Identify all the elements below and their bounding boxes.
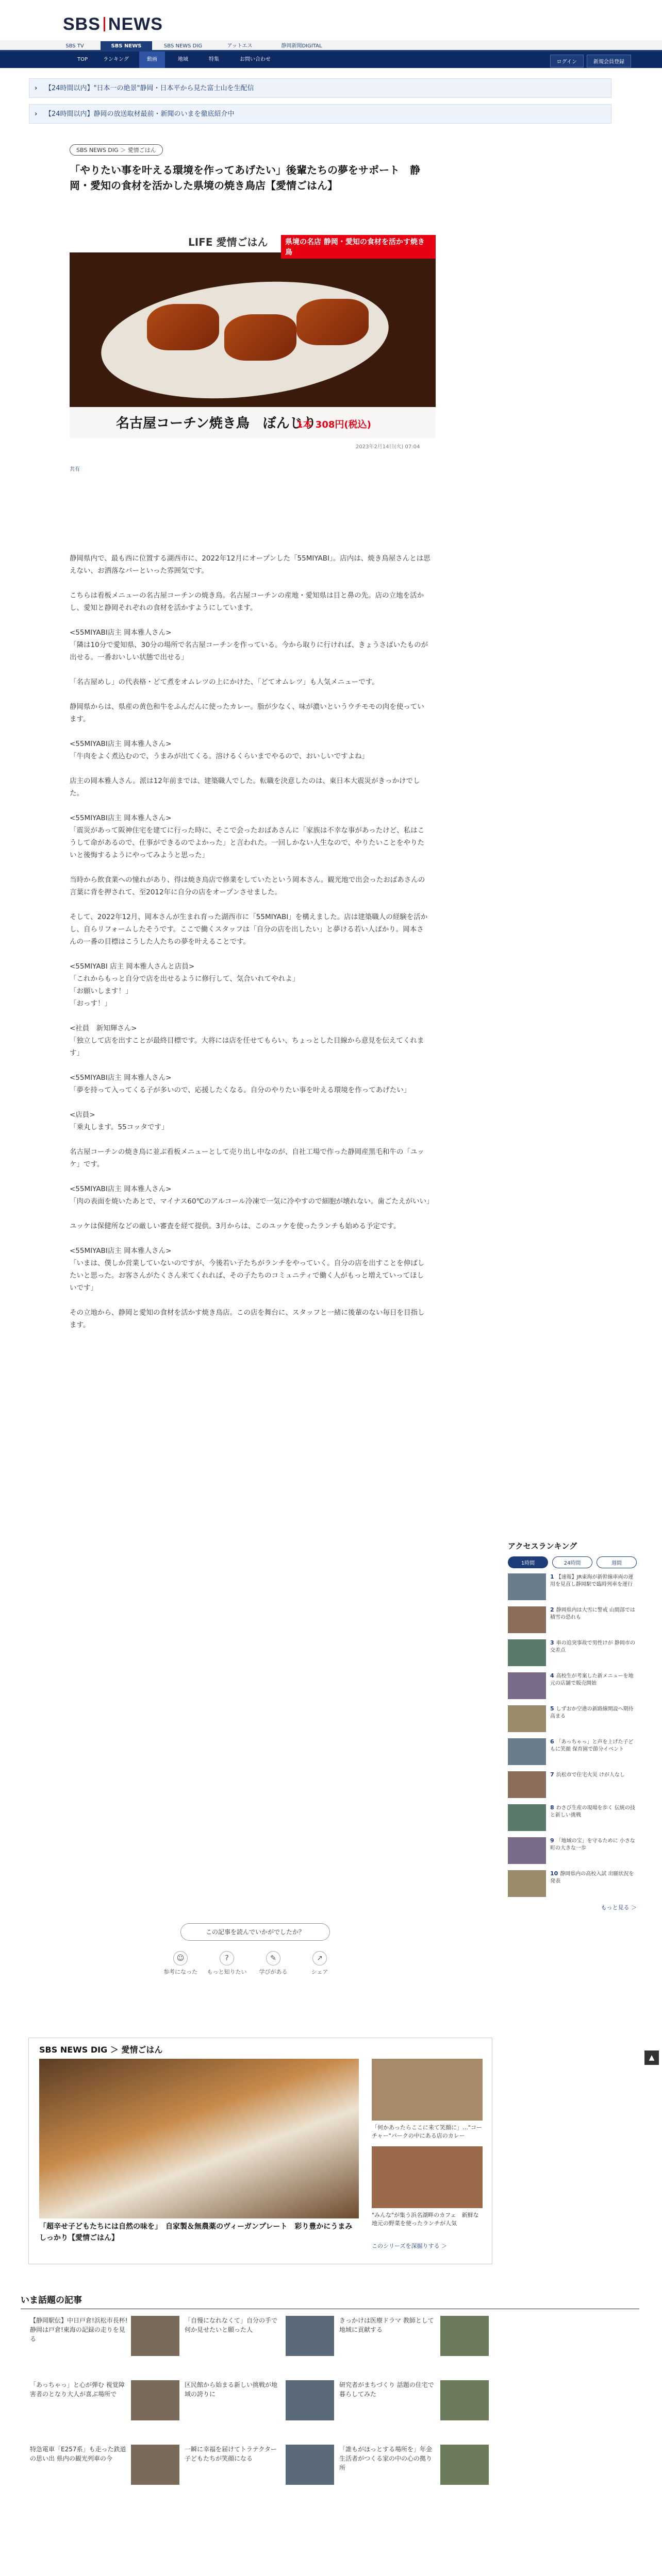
ranking-thumb xyxy=(508,1606,546,1633)
hot-article[interactable] xyxy=(30,2316,179,2357)
body-paragraph: 静岡県内で、最も西に位置する湖西市に、2022年12月にオープンした「55MIYABI」。店内は、焼き鳥屋さんとは思えない、お洒落なバーといった雰囲気です。 xyxy=(70,554,431,575)
login-button[interactable]: ログイン xyxy=(550,55,584,67)
hot-article-image xyxy=(131,2445,179,2485)
hot-article[interactable] xyxy=(185,2445,334,2486)
dig-main-image[interactable] xyxy=(39,2059,359,2218)
ranking-tab-1h[interactable]: 1時間 xyxy=(508,1556,548,1568)
breaking-text: 【24時間以内】静岡の放送取材最前・新聞のいまを徹底紹介中 xyxy=(45,110,235,118)
ranking-title-text: 静岡県内は大雪に警戒 山間部では積雪の恐れも xyxy=(550,1607,635,1620)
main-nav xyxy=(0,52,662,68)
hero-price: 1本 308円(税込) xyxy=(296,419,371,430)
site-tab-ats[interactable]: アットエス xyxy=(227,43,253,49)
body-paragraph: 店主の岡本雅人さん。派は12年前までは、建築職人でした。転職を決意したのは、東日本大震災がきっかけでした。 xyxy=(70,777,420,798)
hot-articles-title: いま話題の記事 xyxy=(21,2293,639,2309)
ranking-item[interactable] xyxy=(508,1705,637,1734)
ranking-item[interactable] xyxy=(508,1573,637,1602)
ranking-thumb xyxy=(508,1837,546,1864)
nav-top[interactable]: TOP xyxy=(77,57,88,62)
ranking-text xyxy=(550,1672,637,1701)
hot-article-title: 一瞬に幸福を届けてトラテクター 子どもたちが笑顔になる xyxy=(185,2446,277,2462)
thumb-icon: ☺ xyxy=(173,1951,188,1965)
ranking-title-text: 浜松市で住宅火災 けが人なし xyxy=(556,1772,625,1778)
series-tag[interactable]: SBS NEWS DIG ＞ 愛情ごはん xyxy=(70,144,163,156)
reaction-label: もっと知りたい xyxy=(207,1969,247,1975)
hero-caption: 名古屋コーチン焼き鳥 ぼんじり xyxy=(116,416,317,431)
dig-side-item[interactable] xyxy=(372,2059,483,2140)
dig-side-image xyxy=(372,2146,483,2208)
nav-video[interactable]: 動画 xyxy=(139,52,165,68)
body-paragraph: <55MIYABI店主 岡本雅人さん> 「牛肉をよく煮込むので、うまみが出てくる。溶けるくらいまでやるので、おいしいですよね」 xyxy=(70,740,369,760)
hot-article-title: 「誰もがほっとする場所を」年金生活者がつくる家の中の心の拠り所 xyxy=(339,2446,433,2471)
ranking-number: 3 xyxy=(550,1639,554,1646)
food-shape xyxy=(147,304,219,350)
ranking-thumb xyxy=(508,1705,546,1732)
site-tab-sbs-tv[interactable]: SBS TV xyxy=(65,43,84,49)
ranking-item[interactable] xyxy=(508,1804,637,1833)
ranking-title-text: 車の追突事故で男性けが 静岡市の交差点 xyxy=(550,1640,635,1653)
ranking-list xyxy=(508,1573,637,1899)
reaction-learn[interactable] xyxy=(250,1951,296,1976)
dig-series-box xyxy=(28,2038,492,2264)
hot-article-image xyxy=(286,2445,334,2485)
ranking-text xyxy=(550,1606,637,1635)
dig-title[interactable]: SBS NEWS DIG ＞ 愛情ごはん xyxy=(39,2045,163,2055)
share-link[interactable]: 共有 xyxy=(70,467,80,472)
ranking-text xyxy=(550,1771,625,1800)
body-paragraph: <55MIYABI店主 岡本雅人さん> 「隣は10分で愛知県、30分の場所で名古屋コーチンを作っている。今から取りに行ければ、きょうさばいたものが出せる。一番おいしい状態で出せる」 xyxy=(70,629,428,662)
hot-article-title: 「あっちゃっ」と心が弾む 視覚障害者のとなり大人が喜ぶ場所で xyxy=(30,2381,125,2398)
hot-article[interactable] xyxy=(185,2380,334,2421)
hot-article-title: 研究者がまちづくり 話題の住宅で暮らしてみた xyxy=(339,2381,434,2398)
ranking-text xyxy=(550,1804,637,1833)
ranking-item[interactable] xyxy=(508,1639,637,1668)
ranking-title: アクセスランキング xyxy=(508,1541,577,1551)
ranking-text xyxy=(550,1738,637,1767)
ranking-text xyxy=(550,1870,637,1899)
body-paragraph: <55MIYABI店主 岡本雅人さん> 「震災があって阪神住宅を建てに行った時に、そこで会ったおばあさんに「家族は不幸な事があったけど、私はこうして命があるので、仕事ができるのでよかった」と言われた。一回しかない人生なので、やりたいことをやりたいと後悔するようにやってみようと思った」 xyxy=(70,814,425,859)
reaction-useful[interactable] xyxy=(157,1951,204,1976)
ranking-title-text: 「あっちゃっ」と声を上げた子どもに笑顔 保育園で節分イベント xyxy=(550,1739,634,1752)
hot-article-title: 区民館から始まる新しい挑戦が地域の誇りに xyxy=(185,2381,278,2398)
site-tabs xyxy=(0,40,662,52)
ranking-title-text: 高校生が考案した新メニューを地元の店舗で販売開始 xyxy=(550,1673,634,1686)
site-tab-dig[interactable]: SBS NEWS DIG xyxy=(163,43,203,49)
breaking-text: 【24時間以内】"日本一の絶景"静岡・日本平から見た富士山を生配信 xyxy=(45,84,254,92)
hot-article-title: きっかけは医療ドラマ 教師として地域に貢献する xyxy=(339,2317,434,2333)
question-icon: ? xyxy=(220,1951,234,1965)
ranking-more-link[interactable]: もっと見る ＞ xyxy=(601,1904,637,1911)
dig-more-link[interactable]: このシリーズを深掘りする ＞ xyxy=(372,2243,447,2249)
share-icon: ↗ xyxy=(312,1951,327,1965)
hot-article[interactable] xyxy=(339,2380,489,2421)
nav-feature[interactable]: 特集 xyxy=(209,57,219,62)
reaction-more[interactable] xyxy=(204,1951,250,1976)
hero-image xyxy=(70,232,436,438)
ranking-number: 6 xyxy=(550,1738,554,1745)
hot-article-title: 特急電車「E257系」も走った鉄道の思い出 県内の観光列車の今 xyxy=(30,2446,126,2462)
hero-top-label: LIFE 愛情ごはん xyxy=(188,236,268,248)
ranking-item[interactable] xyxy=(508,1672,637,1701)
breaking-item[interactable] xyxy=(29,104,611,124)
ranking-number: 7 xyxy=(550,1771,554,1778)
ranking-item[interactable] xyxy=(508,1738,637,1767)
body-paragraph: 名古屋コーチンの焼き鳥に並ぶ看板メニューとして売り出し中なのが、自社工場で作った静岡産黒毛和牛の「ユッケ」です。 xyxy=(70,1148,424,1168)
hot-article-image xyxy=(286,2380,334,2420)
hero-top-tag: 県境の名店 静岡・愛知の食材を活かす焼き鳥 xyxy=(281,235,436,259)
ranking-number: 9 xyxy=(550,1837,554,1844)
body-paragraph: <55MIYABI店主 岡本雅人さん> 「夢を持って入ってくる子が多いので、応援したくなる。自分のやりたい事を叶える環境を作ってあげたい」 xyxy=(70,1074,411,1094)
ranking-title-text: しずおか空港の新路線開設へ期待高まる xyxy=(550,1706,634,1719)
logo-divider xyxy=(104,17,105,31)
body-paragraph: <店員> 「乗丸します。55コッタです」 xyxy=(70,1111,169,1131)
account-links xyxy=(547,55,632,67)
hot-article[interactable] xyxy=(339,2445,489,2486)
nav-region[interactable]: 地域 xyxy=(178,57,188,62)
body-paragraph: 当時から飲食業への憧れがあり、得は焼き鳥店で修業をしていたという岡本さん。観光地で出会ったおばあさんの言葉に背を押されて、至2012年に自分の店をオープンさせました。 xyxy=(70,876,425,896)
ranking-text xyxy=(550,1573,637,1602)
breaking-item[interactable] xyxy=(29,78,611,98)
ranking-number: 8 xyxy=(550,1804,554,1811)
ranking-title-text: わさび生産の現場を歩く 伝統の技と新しい挑戦 xyxy=(550,1805,635,1818)
dig-main-caption[interactable]: 「超辛せ子どもたちには自然の味を」 自家製＆無農薬のヴィーガンプレート 彩り豊かにうまみしっかり【愛情ごはん】 xyxy=(39,2223,353,2242)
register-button[interactable]: 新規会員登録 xyxy=(587,55,631,67)
dig-side-title: 「何かあったらここに来て笑顔に」…"コーチャー"パークの中にある店のカレー xyxy=(372,2124,482,2139)
hot-article-title: 【静岡駅伝】中日戸倉!浜松市長杯!静岡は戸倉!東海の記録の走りを見る xyxy=(30,2317,128,2343)
dig-side-image xyxy=(372,2059,483,2121)
arrow-right-icon: › xyxy=(35,110,38,118)
body-paragraph: こちらは看板メニューの名古屋コーチンの焼き鳥。名古屋コーチンの産地・愛知県は目と鼻の先。店の立地を活かし、愛知と静岡それぞれの食材を活かすようにしています。 xyxy=(70,591,424,612)
site-tab-sbs-news[interactable]: SBS NEWS xyxy=(101,41,152,52)
ranking-text xyxy=(550,1639,637,1668)
article-title: 「やりたい事を叶える環境を作ってあげたい」後輩たちの夢をサポート 静岡・愛知の食材を活かした県境の焼き鳥店【愛情ごはん】 xyxy=(70,164,420,192)
dig-side-title: "みんな"が集う浜名湖畔のカフェ 新鮮な地元の野菜を使ったランチが人気 xyxy=(372,2212,479,2227)
page-top-button[interactable]: ▲ xyxy=(644,2050,659,2065)
ranking-number: 2 xyxy=(550,1606,554,1613)
feedback-button[interactable]: この記事を読んでいかがでしたか？ xyxy=(180,1923,330,1941)
access-ranking xyxy=(508,1540,637,1911)
hot-article[interactable] xyxy=(30,2445,179,2486)
ranking-item[interactable] xyxy=(508,1837,637,1866)
ranking-tabs xyxy=(508,1556,637,1568)
nav-contact[interactable]: お問い合わせ xyxy=(240,57,271,62)
reaction-label: シェア xyxy=(311,1969,328,1975)
ranking-item[interactable] xyxy=(508,1771,637,1800)
site-tab-shizuoka-digital[interactable]: 静岡新聞DIGITAL xyxy=(281,43,322,49)
food-shape xyxy=(296,299,369,345)
ranking-number: 4 xyxy=(550,1672,554,1679)
hot-article-image xyxy=(440,2316,489,2356)
ranking-text xyxy=(550,1705,637,1734)
hot-article[interactable] xyxy=(185,2316,334,2357)
reaction-label: 学びがある xyxy=(259,1969,288,1975)
body-paragraph: <55MIYABI店主 岡本雅人さん> 「いまは、僕しか営業していないのですが、今後若い子たちがランチをやっていく。自分の店を出すことを伸ばしたいと思った。お客さんがたくさん来てくれれば、その子たちのコミュニティで働く人がもっと増えていってほしいです」 xyxy=(70,1247,425,1292)
logo-sub: NEWS xyxy=(108,14,163,34)
body-paragraph: <社員 新知輝さん> 「独立して店を出すことが最終目標です。大将には店を任せてもらい、ちょっとした目線から意見を伝えてくれます」 xyxy=(70,1024,424,1057)
body-paragraph: <55MIYABI店主 岡本雅人さん> 「肉の表面を焼いたあとで、マイナス60℃のアルコール冷凍で一気に冷やすので細胞が壊れない。歯ごたえがいい」 xyxy=(70,1185,434,1206)
ranking-title-text: 静岡県内の高校入試 出願状況を発表 xyxy=(550,1871,634,1884)
hot-article-image xyxy=(131,2380,179,2420)
food-shape xyxy=(224,314,296,361)
ranking-thumb xyxy=(508,1804,546,1831)
ranking-tab-24h[interactable]: 24時間 xyxy=(552,1556,592,1568)
ranking-text xyxy=(550,1837,637,1866)
ranking-thumb xyxy=(508,1672,546,1699)
ranking-number: 5 xyxy=(550,1705,554,1712)
ranking-tab-week[interactable]: 週間 xyxy=(597,1556,637,1568)
ranking-number: 10 xyxy=(550,1870,558,1877)
ranking-item[interactable] xyxy=(508,1606,637,1635)
ranking-item[interactable] xyxy=(508,1870,637,1899)
article-body xyxy=(70,552,434,1344)
hot-article-title: 「自慢になれなくて」自分の手で何か見せたいと願った人 xyxy=(185,2317,278,2333)
hot-article-image xyxy=(131,2316,179,2356)
ranking-thumb xyxy=(508,1738,546,1765)
hot-article[interactable] xyxy=(30,2380,179,2421)
reaction-share[interactable] xyxy=(296,1951,343,1976)
body-paragraph: 静岡県からは、県産の黄色和牛をふんだんに使ったカレー。脂が少なく、味が濃いというウチモモの肉を使っています。 xyxy=(70,703,424,723)
ranking-thumb xyxy=(508,1870,546,1897)
arrow-right-icon: › xyxy=(35,84,38,92)
body-paragraph: <55MIYABI 店主 岡本雅人さんと店員> 「これからもっと自分で店を出せるように修行して、気合いれてやれよ」 「お願いします！」 「おっす！」 xyxy=(70,962,300,1008)
site-logo[interactable] xyxy=(63,14,163,35)
ranking-title-text: 「地域の宝」を守るために 小さな町の大きな一歩 xyxy=(550,1838,635,1851)
body-paragraph: ユッケは保健所などの厳しい審査を経て提供。3月からは、このユッケを使ったランチも始める予定です。 xyxy=(70,1222,401,1230)
body-paragraph: その立地から、静岡と愛知の食材を活かす焼き鳥店。この店を舞台に、スタッフと一緒に後輩のない毎日を目指します。 xyxy=(70,1309,425,1329)
hot-article-image xyxy=(440,2445,489,2485)
body-paragraph: 「名古屋めし」の代表格・どて煮をオムレツの上にかけた、「どてオムレツ」も人気メニューです。 xyxy=(70,678,379,686)
nav-ranking[interactable]: ランキング xyxy=(103,57,129,62)
hot-article-image xyxy=(440,2380,489,2420)
body-paragraph: そして、2022年12月、岡本さんが生まれ育った湖西市に「55MIYABI」を構えました。店は建築職人の経験を活かし、自らリフォームしたそうです。ここで働くスタッフは「自分の店を出したい」と夢ける若い人ばかり。岡本さんの一番の目標はこうした人たちの夢を叶えることです。 xyxy=(70,913,428,946)
dig-side-item[interactable] xyxy=(372,2146,483,2228)
ranking-title-text: 【速報】JR東海が新幹線車両の運用を見直し静岡駅で臨時列車を運行 xyxy=(550,1574,634,1587)
ranking-number: 1 xyxy=(550,1573,554,1580)
ranking-thumb xyxy=(508,1573,546,1600)
book-icon: ✎ xyxy=(266,1951,280,1965)
hot-article[interactable] xyxy=(339,2316,489,2357)
hot-article-image xyxy=(286,2316,334,2356)
ranking-thumb xyxy=(508,1639,546,1666)
reaction-label: 参考になった xyxy=(163,1969,197,1975)
logo-text: SBS xyxy=(63,14,101,34)
publish-date: 2023年2月14日(火) 07:04 xyxy=(356,444,420,450)
ranking-thumb xyxy=(508,1771,546,1798)
